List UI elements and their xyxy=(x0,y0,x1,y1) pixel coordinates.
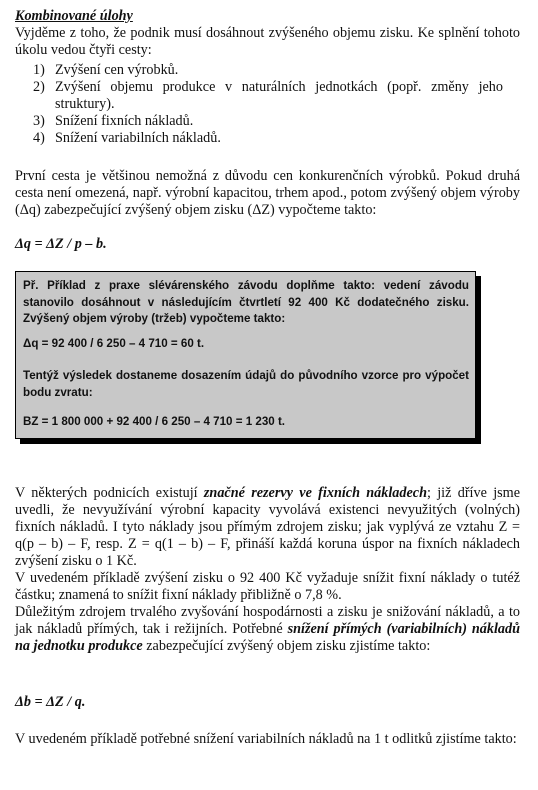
intro-paragraph: Vyjděme z toho, že podnik musí dosáhnout zvýšeného objemu zisku. Ke splnění tohoto úkolu vedou čtyři cesty: xyxy=(15,25,520,58)
list-item-text: Zvýšení objemu produkce v naturálních jednotkách (popř. změny jeho struktury). xyxy=(55,79,503,112)
section-heading xyxy=(15,8,520,25)
example-box xyxy=(15,271,476,439)
list-item xyxy=(33,79,503,113)
formula-delta-q: Δq = ΔZ / p – b. xyxy=(15,236,107,252)
paragraph-example-variable: V uvedeném příkladě potřebné snížení variabilních nákladů na 1 t odlitků zjistíme takto: xyxy=(15,731,517,747)
list-item-number: 2) xyxy=(33,79,45,95)
paragraph-first-way: První cesta je většinou nemožná z důvodu cen konkurenčních výrobků. Pokud druhá cesta není omezená, např. výrobní kapacitou, trhem apod., potom zvýšený objem výroby (Δq) zabezpečující zvýšený objem zisku (ΔZ) vypočteme takto: xyxy=(15,168,520,218)
formula-delta-b: Δb = ΔZ / q. xyxy=(15,694,86,710)
example-calc-bz: BZ = 1 800 000 + 92 400 / 6 250 – 4 710 = 1 230 t. xyxy=(23,415,286,428)
list-item-number: 4) xyxy=(33,130,45,146)
example-calc-delta-q: Δq = 92 400 / 6 250 – 4 710 = 60 t. xyxy=(23,337,205,350)
example-note: Tentýž výsledek dostaneme dosazením údajů do původního vzorce pro výpočet bodu zvratu: xyxy=(23,369,469,399)
example-intro: Př. Příklad z praxe slévárenského závodu doplňme takto: vedení závodu stanovilo dosáhnout v následujícím čtvrtletí 92 400 Kč dodatečného zisku. Zvýšený objem výroby (tržeb) vypočteme takto: xyxy=(23,279,469,325)
list-item-number: 1) xyxy=(33,62,45,78)
list-item-number: 3) xyxy=(33,113,45,129)
list-item-text: Snížení variabilních nákladů. xyxy=(55,130,221,146)
heading-text: Kombinované úlohy xyxy=(15,8,133,24)
paragraph-example-fixed: V uvedeném příkladě zvýšení zisku o 92 400 Kč vyžaduje snížit fixní náklady o tutéž částku; znamená to snížit fixní náklady přibližně o 7,8 %. xyxy=(15,570,520,603)
list-item-text: Zvýšení cen výrobků. xyxy=(55,62,179,78)
ways-list xyxy=(33,62,503,147)
list-item xyxy=(33,113,503,130)
paragraph-fixed-costs: V některých podnicích existují značné rezervy ve fixních nákladech; již dříve jsme uvedli, že nevyužívání výrobní kapacity vyvolává existenci nevyužitých (volných) fixních nákladů. I tyto náklady jsou přímým zdrojem zisku; jak vyplývá ze vztahu Z = q(p – b) – F, resp. Z = q(1 – b) – F, přináší každá koruna úspor na fixních nákladech zvýšení zisku o 1 Kč. xyxy=(15,485,520,569)
emphasis-fixed-reserves: značné rezervy ve fixních nákladech xyxy=(203,485,427,501)
emphasis-variable-reduction: snížení přímých (variabilních) nákladů na jednotku produkce xyxy=(15,621,521,654)
list-item xyxy=(33,62,503,79)
list-item xyxy=(33,130,503,147)
list-item-text: Snížení fixních nákladů. xyxy=(55,113,194,129)
paragraph-variable-costs: Důležitým zdrojem trvalého zvyšování hospodárnosti a zisku je snižování nákladů, a to jak nákladů přímých, tak i režijních. Potřebné snížení přímých (variabilních) nákladů na jednotku produkce zabezpečující zvýšený objem zisku zjistíme takto: xyxy=(15,604,521,654)
